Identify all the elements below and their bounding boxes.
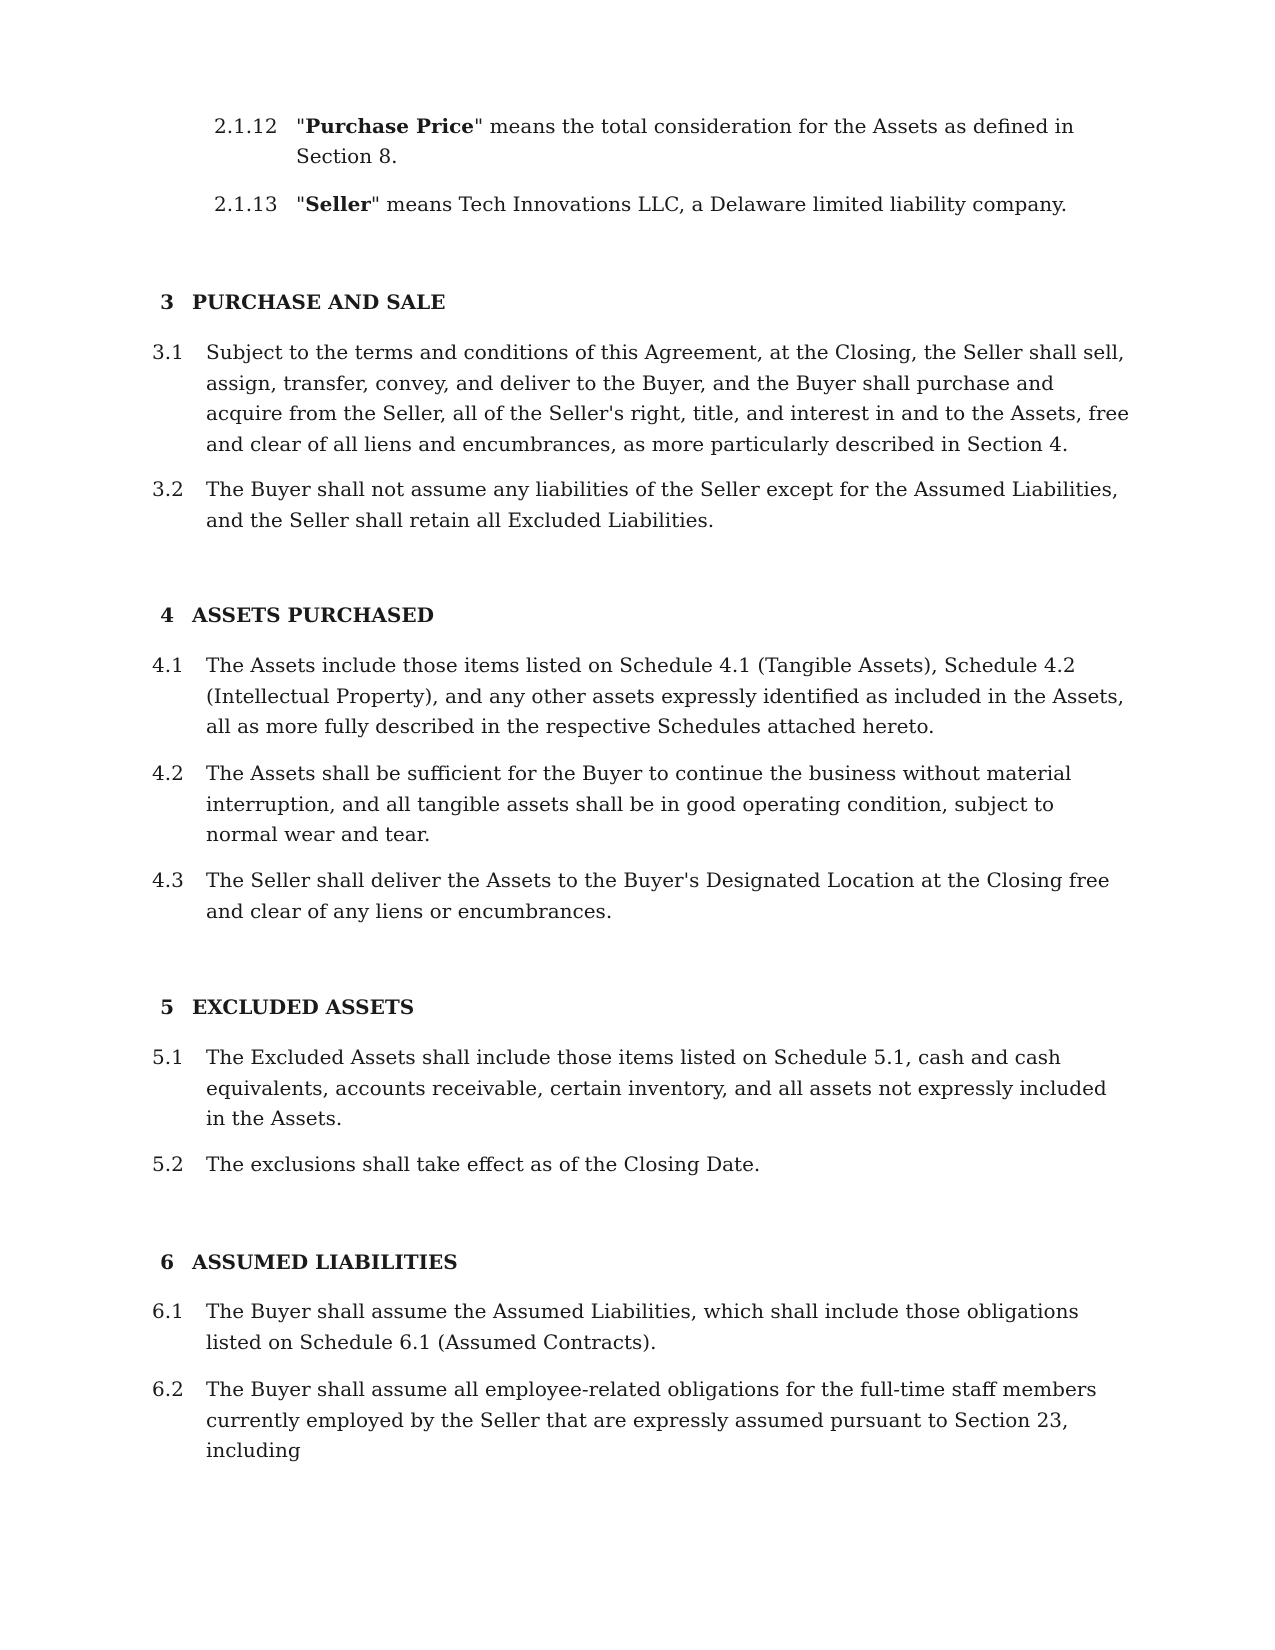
clause: [152, 865, 1132, 926]
clause: [152, 758, 1132, 850]
quote-mark: ": [296, 192, 306, 216]
clause-number: 3.1: [152, 340, 184, 364]
section-number: 4: [160, 603, 174, 627]
definition-number: 2.1.13: [214, 192, 278, 216]
definition-item: [214, 189, 1134, 219]
clause-number: 6.1: [152, 1299, 184, 1323]
clause: [152, 474, 1132, 535]
clause-number: 3.2: [152, 477, 184, 501]
definition-item: [214, 111, 1134, 171]
clause: [152, 1042, 1132, 1134]
section-heading: [160, 287, 445, 317]
clause: [152, 1296, 1132, 1357]
clause-text: The exclusions shall take effect as of the Closing Date.: [206, 1152, 761, 1176]
clause-number: 5.1: [152, 1045, 184, 1069]
definition-number: 2.1.12: [214, 114, 278, 138]
clause-text: The Buyer shall assume the Assumed Liabilities, which shall include those obligations listed on Schedule 6.1 (Assumed Contracts).: [206, 1299, 1079, 1354]
section-heading: [160, 992, 414, 1022]
section-heading: [160, 600, 434, 630]
section-title: ASSETS PURCHASED: [192, 603, 434, 627]
clause-number: 6.2: [152, 1377, 184, 1401]
definition-body: " means Tech Innovations LLC, a Delaware limited liability company.: [370, 192, 1068, 216]
section-heading: [160, 1247, 458, 1277]
section-number: 3: [160, 290, 174, 314]
defined-term: Seller: [305, 192, 371, 216]
section-title: PURCHASE AND SALE: [192, 290, 446, 314]
section-number: 5: [160, 995, 174, 1019]
clause: [152, 1149, 1132, 1180]
clause-text: The Assets shall be sufficient for the Buyer to continue the business without material interruption, and all tangible assets shall be in good operating condition, subject to normal wear and tear.: [206, 761, 1072, 846]
clause-text: The Assets include those items listed on Schedule 4.1 (Tangible Assets), Schedule 4.2 (Intellectual Property), and any other assets expressly identified as included in the Assets, all as more fully described in the respective Schedules attached hereto.: [206, 653, 1124, 738]
clause-text: Subject to the terms and conditions of this Agreement, at the Closing, the Seller shall sell, assign, transfer, convey, and deliver to the Buyer, and the Buyer shall purchase and acquire from the Seller, all of the Seller's right, title, and interest in and to the Assets, free and clear of all liens and encumbrances, as more particularly described in Section 4.: [206, 340, 1130, 456]
defined-term: Purchase Price: [305, 114, 475, 138]
clause: [152, 337, 1132, 459]
definition-text: [296, 189, 1134, 219]
clause-text: The Seller shall deliver the Assets to the Buyer's Designated Location at the Closing free and clear of any liens or encumbrances.: [206, 868, 1110, 923]
clause-text: The Excluded Assets shall include those items listed on Schedule 5.1, cash and cash equivalents, accounts receivable, certain inventory, and all assets not expressly included in the Assets.: [206, 1045, 1107, 1130]
quote-mark: ": [296, 114, 306, 138]
section-title: EXCLUDED ASSETS: [192, 995, 415, 1019]
section-number: 6: [160, 1250, 174, 1274]
clause-text: The Buyer shall assume all employee-related obligations for the full-time staff members currently employed by the Seller that are expressly assumed pursuant to Section 23, including: [206, 1377, 1097, 1462]
section-title: ASSUMED LIABILITIES: [192, 1250, 458, 1274]
clause-number: 4.2: [152, 761, 184, 785]
clause: [152, 1374, 1132, 1466]
clause: [152, 650, 1132, 742]
clause-number: 4.3: [152, 868, 184, 892]
clause-number: 5.2: [152, 1152, 184, 1176]
definition-text: [296, 111, 1134, 171]
definition-body: " means the total consideration for the Assets as defined in Section 8.: [296, 114, 1074, 168]
clause-text: The Buyer shall not assume any liabilities of the Seller except for the Assumed Liabilities, and the Seller shall retain all Excluded Liabilities.: [206, 477, 1119, 532]
clause-number: 4.1: [152, 653, 184, 677]
